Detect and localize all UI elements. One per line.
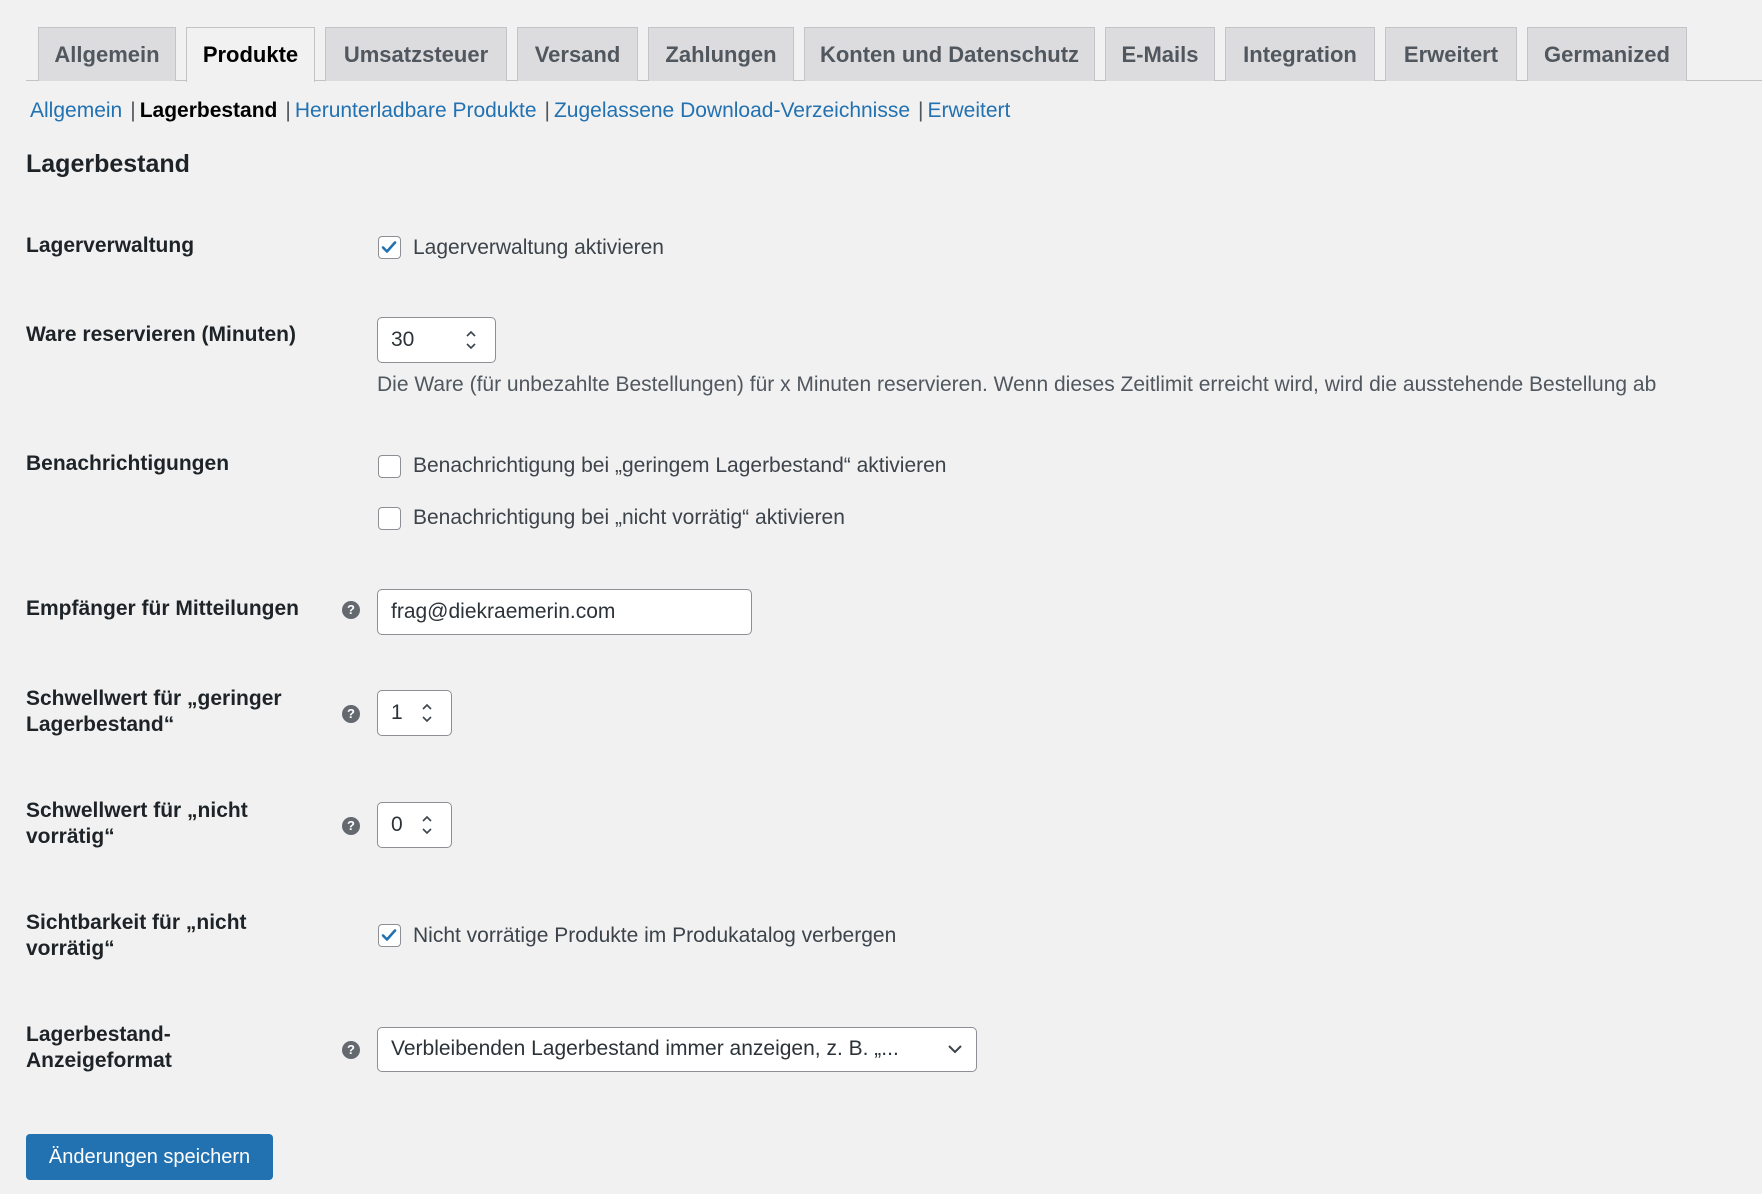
subnav-allgemein[interactable]: Allgemein: [30, 99, 123, 122]
out-of-stock-visibility-label-line2: vorrätig“: [26, 937, 115, 960]
stock-format-selected-value: Verbleibenden Lagerbestand immer anzeigen, z. B. „...: [391, 1037, 899, 1060]
out-of-stock-threshold-input[interactable]: [377, 802, 452, 848]
out-of-stock-visibility-label-line1: Sichtbarkeit für „nicht: [26, 911, 247, 934]
stock-format-label: [26, 1022, 326, 1074]
out-of-stock-threshold-value: 0: [391, 813, 403, 836]
spinner-arrows-icon[interactable]: [419, 811, 435, 839]
tab-integration[interactable]: Integration: [1225, 27, 1375, 81]
tab-konten-und-datenschutz[interactable]: Konten und Datenschutz: [804, 27, 1095, 81]
subnav-erweitert[interactable]: Erweitert: [927, 99, 1011, 122]
notification-recipient-input[interactable]: [377, 589, 752, 635]
tab-e-mails[interactable]: E-Mails: [1105, 27, 1215, 81]
hold-stock-label: Ware reservieren (Minuten): [26, 323, 296, 346]
low-stock-notification-checkbox[interactable]: [378, 455, 401, 478]
hold-stock-value: 30: [391, 328, 415, 351]
subnav-download-verzeichnisse[interactable]: Zugelassene Download-Verzeichnisse: [553, 99, 911, 122]
section-title: Lagerbestand: [26, 150, 190, 178]
out-of-stock-visibility-label: [26, 910, 326, 962]
stock-management-label: Lagerverwaltung: [26, 234, 195, 257]
subnav-herunterladbare-produkte[interactable]: Herunterladbare Produkte: [294, 99, 537, 122]
subnav-lagerbestand[interactable]: Lagerbestand: [139, 99, 278, 122]
subsection-nav: [30, 96, 1010, 126]
subnav-separator: |: [918, 99, 924, 122]
low-stock-threshold-label: [26, 686, 326, 738]
out-of-stock-visibility-checkbox[interactable]: [378, 924, 401, 947]
tab-allgemein[interactable]: Allgemein: [38, 27, 176, 81]
chevron-down-icon: [946, 1042, 964, 1056]
subnav-separator: |: [130, 99, 136, 122]
out-of-stock-notification-label[interactable]: Benachrichtigung bei „nicht vorrätig“ aktivieren: [413, 506, 845, 529]
tab-produkte[interactable]: Produkte: [186, 27, 315, 82]
checkmark-icon: [380, 238, 398, 256]
tab-versand[interactable]: Versand: [517, 27, 638, 81]
subnav-separator: |: [544, 99, 550, 122]
stock-format-label-line2: Anzeigeformat: [26, 1049, 172, 1072]
low-stock-notification-label[interactable]: Benachrichtigung bei „geringem Lagerbestand“ aktivieren: [413, 454, 947, 477]
tab-umsatzsteuer[interactable]: Umsatzsteuer: [325, 27, 507, 81]
hold-stock-description: Die Ware (für unbezahlte Bestellungen) für x Minuten reservieren. Wenn dieses Zeitlimit erreicht wird, wird die ausstehende Bestellung ab: [377, 373, 1657, 396]
stock-format-select[interactable]: [377, 1027, 977, 1072]
notification-recipient-value: frag@diekraemerin.com: [391, 600, 616, 623]
low-stock-threshold-value: 1: [391, 701, 403, 724]
help-icon[interactable]: ?: [342, 1041, 360, 1059]
subnav-separator: |: [285, 99, 291, 122]
settings-tabs: [26, 27, 1762, 81]
tab-zahlungen[interactable]: Zahlungen: [648, 27, 794, 81]
notification-recipient-label: Empfänger für Mitteilungen: [26, 597, 299, 620]
notifications-label: Benachrichtigungen: [26, 452, 230, 475]
out-of-stock-threshold-label: [26, 798, 326, 850]
low-stock-threshold-label-line2: Lagerbestand“: [26, 713, 175, 736]
checkmark-icon: [380, 926, 398, 944]
low-stock-threshold-label-line1: Schwellwert für „geringer: [26, 687, 282, 710]
spinner-arrows-icon[interactable]: [463, 326, 479, 354]
low-stock-threshold-input[interactable]: [377, 690, 452, 736]
hold-stock-input[interactable]: [377, 317, 496, 363]
tab-erweitert[interactable]: Erweitert: [1385, 27, 1517, 81]
stock-format-label-line1: Lagerbestand-: [26, 1023, 171, 1046]
stock-management-checkbox[interactable]: [378, 236, 401, 259]
out-of-stock-threshold-label-line2: vorrätig“: [26, 825, 115, 848]
help-icon[interactable]: ?: [342, 705, 360, 723]
help-icon[interactable]: ?: [342, 817, 360, 835]
stock-management-checkbox-label[interactable]: Lagerverwaltung aktivieren: [413, 236, 664, 259]
out-of-stock-threshold-label-line1: Schwellwert für „nicht: [26, 799, 248, 822]
tab-germanized[interactable]: Germanized: [1527, 27, 1687, 81]
out-of-stock-visibility-checkbox-label[interactable]: Nicht vorrätige Produkte im Produkatalog verbergen: [413, 924, 897, 947]
save-changes-button[interactable]: Änderungen speichern: [26, 1134, 273, 1180]
help-icon[interactable]: ?: [342, 601, 360, 619]
spinner-arrows-icon[interactable]: [419, 699, 435, 727]
out-of-stock-notification-checkbox[interactable]: [378, 507, 401, 530]
